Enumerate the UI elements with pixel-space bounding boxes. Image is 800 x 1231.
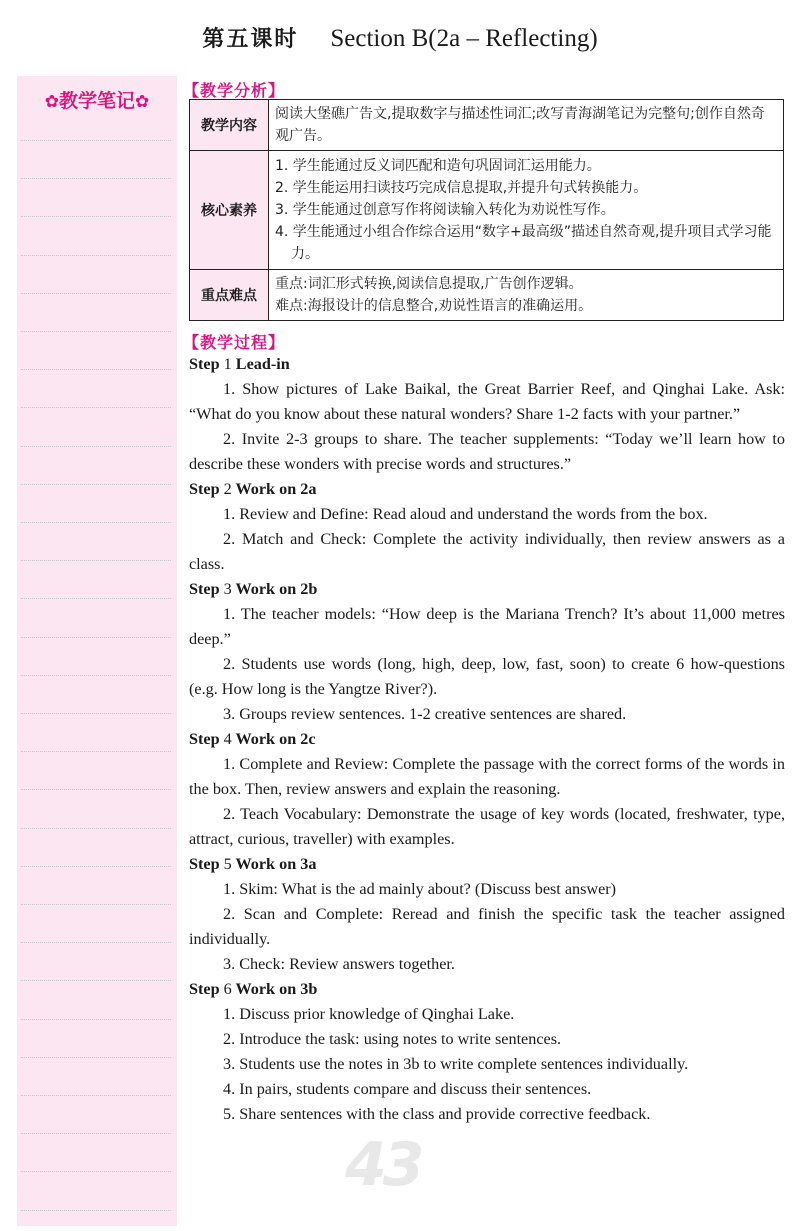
step-title	[189, 577, 785, 602]
note-line	[21, 560, 171, 561]
step-item: 4. In pairs, students compare and discuss their sentences.	[223, 1080, 592, 1098]
step-item: 1. Skim: What is the ad mainly about? (Discuss best answer)	[223, 880, 617, 898]
note-line	[21, 866, 171, 867]
note-line	[21, 293, 171, 294]
content-line: 2. 学生能运用扫读技巧完成信息提取,并提升句式转换能力。	[275, 180, 648, 196]
note-line	[21, 1095, 171, 1096]
row-content	[269, 151, 784, 270]
step-item: 3. Groups review sentences. 1-2 creative sentences are shared.	[223, 705, 627, 723]
note-line	[21, 675, 171, 676]
content-line: 4. 学生能通过小组合作综合运用“数字+最高级”描述自然奇观,提升项目式学习能力。	[275, 224, 772, 262]
content-line: 1. 学生能通过反义词匹配和造句巩固词汇运用能力。	[275, 158, 601, 174]
teaching-notes-sidebar	[17, 76, 177, 1226]
step-item: 2. Teach Vocabulary: Demonstrate the usage of key words (located, freshwater, type, attract, curious, traveller) with examples.	[189, 805, 785, 848]
note-line	[21, 713, 171, 714]
lesson-title: 第五课时	[202, 26, 299, 52]
step-number: 3	[223, 580, 232, 598]
analysis-table	[189, 99, 784, 321]
note-line	[21, 484, 171, 485]
note-line	[21, 828, 171, 829]
note-line	[21, 178, 171, 179]
note-line	[21, 216, 171, 217]
row-label: 重点难点	[190, 270, 269, 321]
step-item: 1. Complete and Review: Complete the passage with the correct forms of the words in the box. Then, review answers and explain the reasoning.	[189, 755, 785, 798]
step-title	[189, 352, 785, 377]
analysis-heading: 【教学分析】	[183, 81, 286, 100]
content-line: 重点:词汇形式转换,阅读信息提取,广告创作逻辑。	[275, 276, 583, 292]
step-item: 2. Match and Check: Complete the activity individually, then review answers as a class.	[189, 530, 785, 573]
note-line	[21, 942, 171, 943]
note-line	[21, 331, 171, 332]
note-line	[21, 980, 171, 981]
row-content	[269, 100, 784, 151]
note-line	[21, 789, 171, 790]
step-number: 2	[223, 480, 232, 498]
step-item: 3. Students use the notes in 3b to write complete sentences individually.	[223, 1055, 689, 1073]
sidebar-title-text: 教学笔记	[58, 90, 135, 112]
step-name: Work on 2b	[231, 580, 318, 598]
step-name: Work on 3b	[231, 980, 318, 998]
step-item: 1. Review and Define: Read aloud and understand the words from the box.	[223, 505, 708, 523]
step-number: 5	[223, 855, 232, 873]
step-title	[189, 977, 785, 1002]
step-title	[189, 852, 785, 877]
note-line	[21, 446, 171, 447]
step-name: Work on 2a	[231, 480, 317, 498]
row-label: 核心素养	[190, 151, 269, 270]
step-item: 3. Check: Review answers together.	[223, 955, 455, 973]
step-name: Work on 2c	[231, 730, 316, 748]
step-item: 2. Scan and Complete: Reread and finish the specific task the teacher assigned individually.	[189, 905, 785, 948]
step-item: 2. Introduce the task: using notes to write sentences.	[223, 1030, 562, 1048]
process-heading: 【教学过程】	[183, 333, 286, 352]
step-item: 2. Students use words (long, high, deep, low, fast, soon) to create 6 how-questions (e.g. How long is the Yangtze River?).	[189, 655, 785, 698]
step-item: 5. Share sentences with the class and provide corrective feedback.	[223, 1105, 651, 1123]
step-item: 1. The teacher models: “How deep is the Mariana Trench? It’s about 11,000 metres deep.”	[189, 605, 785, 648]
process-body	[189, 352, 785, 1127]
step-word: Step	[189, 580, 224, 598]
flower-icon: ✿	[135, 92, 150, 112]
note-line	[21, 522, 171, 523]
step-word: Step	[189, 855, 224, 873]
note-line	[21, 1171, 171, 1172]
table-row	[190, 100, 784, 151]
row-content	[269, 270, 784, 321]
page-number: 43	[345, 1130, 421, 1200]
section-title: Section B(2a – Reflecting)	[330, 25, 598, 52]
note-line	[21, 1133, 171, 1134]
note-line	[21, 140, 171, 141]
note-line	[21, 598, 171, 599]
page-header	[0, 22, 800, 53]
note-line	[21, 637, 171, 638]
note-line	[21, 369, 171, 370]
step-name: Lead-in	[231, 355, 290, 373]
content-line: 阅读大堡礁广告文,提取数字与描述性词汇;改写青海湖笔记为完整句;创作自然奇观广告。	[275, 106, 765, 144]
note-line	[21, 1019, 171, 1020]
note-line	[21, 1210, 171, 1211]
sidebar-title	[17, 86, 177, 113]
content-line: 难点:海报设计的信息整合,劝说性语言的准确运用。	[275, 298, 593, 314]
note-line	[21, 904, 171, 905]
note-line	[21, 751, 171, 752]
step-title	[189, 477, 785, 502]
step-word: Step	[189, 730, 224, 748]
row-label: 教学内容	[190, 100, 269, 151]
step-item: 2. Invite 2-3 groups to share. The teacher supplements: “Today we’ll learn how to describe these wonders with precise words and structures.”	[189, 430, 785, 473]
step-number: 1	[223, 355, 232, 373]
step-name: Work on 3a	[231, 855, 317, 873]
note-line	[21, 407, 171, 408]
step-word: Step	[189, 480, 224, 498]
step-number: 4	[223, 730, 232, 748]
step-number: 6	[223, 980, 232, 998]
note-line	[21, 255, 171, 256]
step-word: Step	[189, 980, 224, 998]
note-line	[21, 1057, 171, 1058]
step-title	[189, 727, 785, 752]
table-row	[190, 151, 784, 270]
step-item: 1. Discuss prior knowledge of Qinghai Lake.	[223, 1005, 515, 1023]
table-row	[190, 270, 784, 321]
step-item: 1. Show pictures of Lake Baikal, the Great Barrier Reef, and Qinghai Lake. Ask: “What do you know about these natural wonders? Share 1-2 facts with your partner.”	[189, 380, 785, 423]
flower-icon: ✿	[44, 92, 59, 112]
content-line: 3. 学生能通过创意写作将阅读输入转化为劝说性写作。	[275, 202, 615, 218]
step-word: Step	[189, 355, 224, 373]
